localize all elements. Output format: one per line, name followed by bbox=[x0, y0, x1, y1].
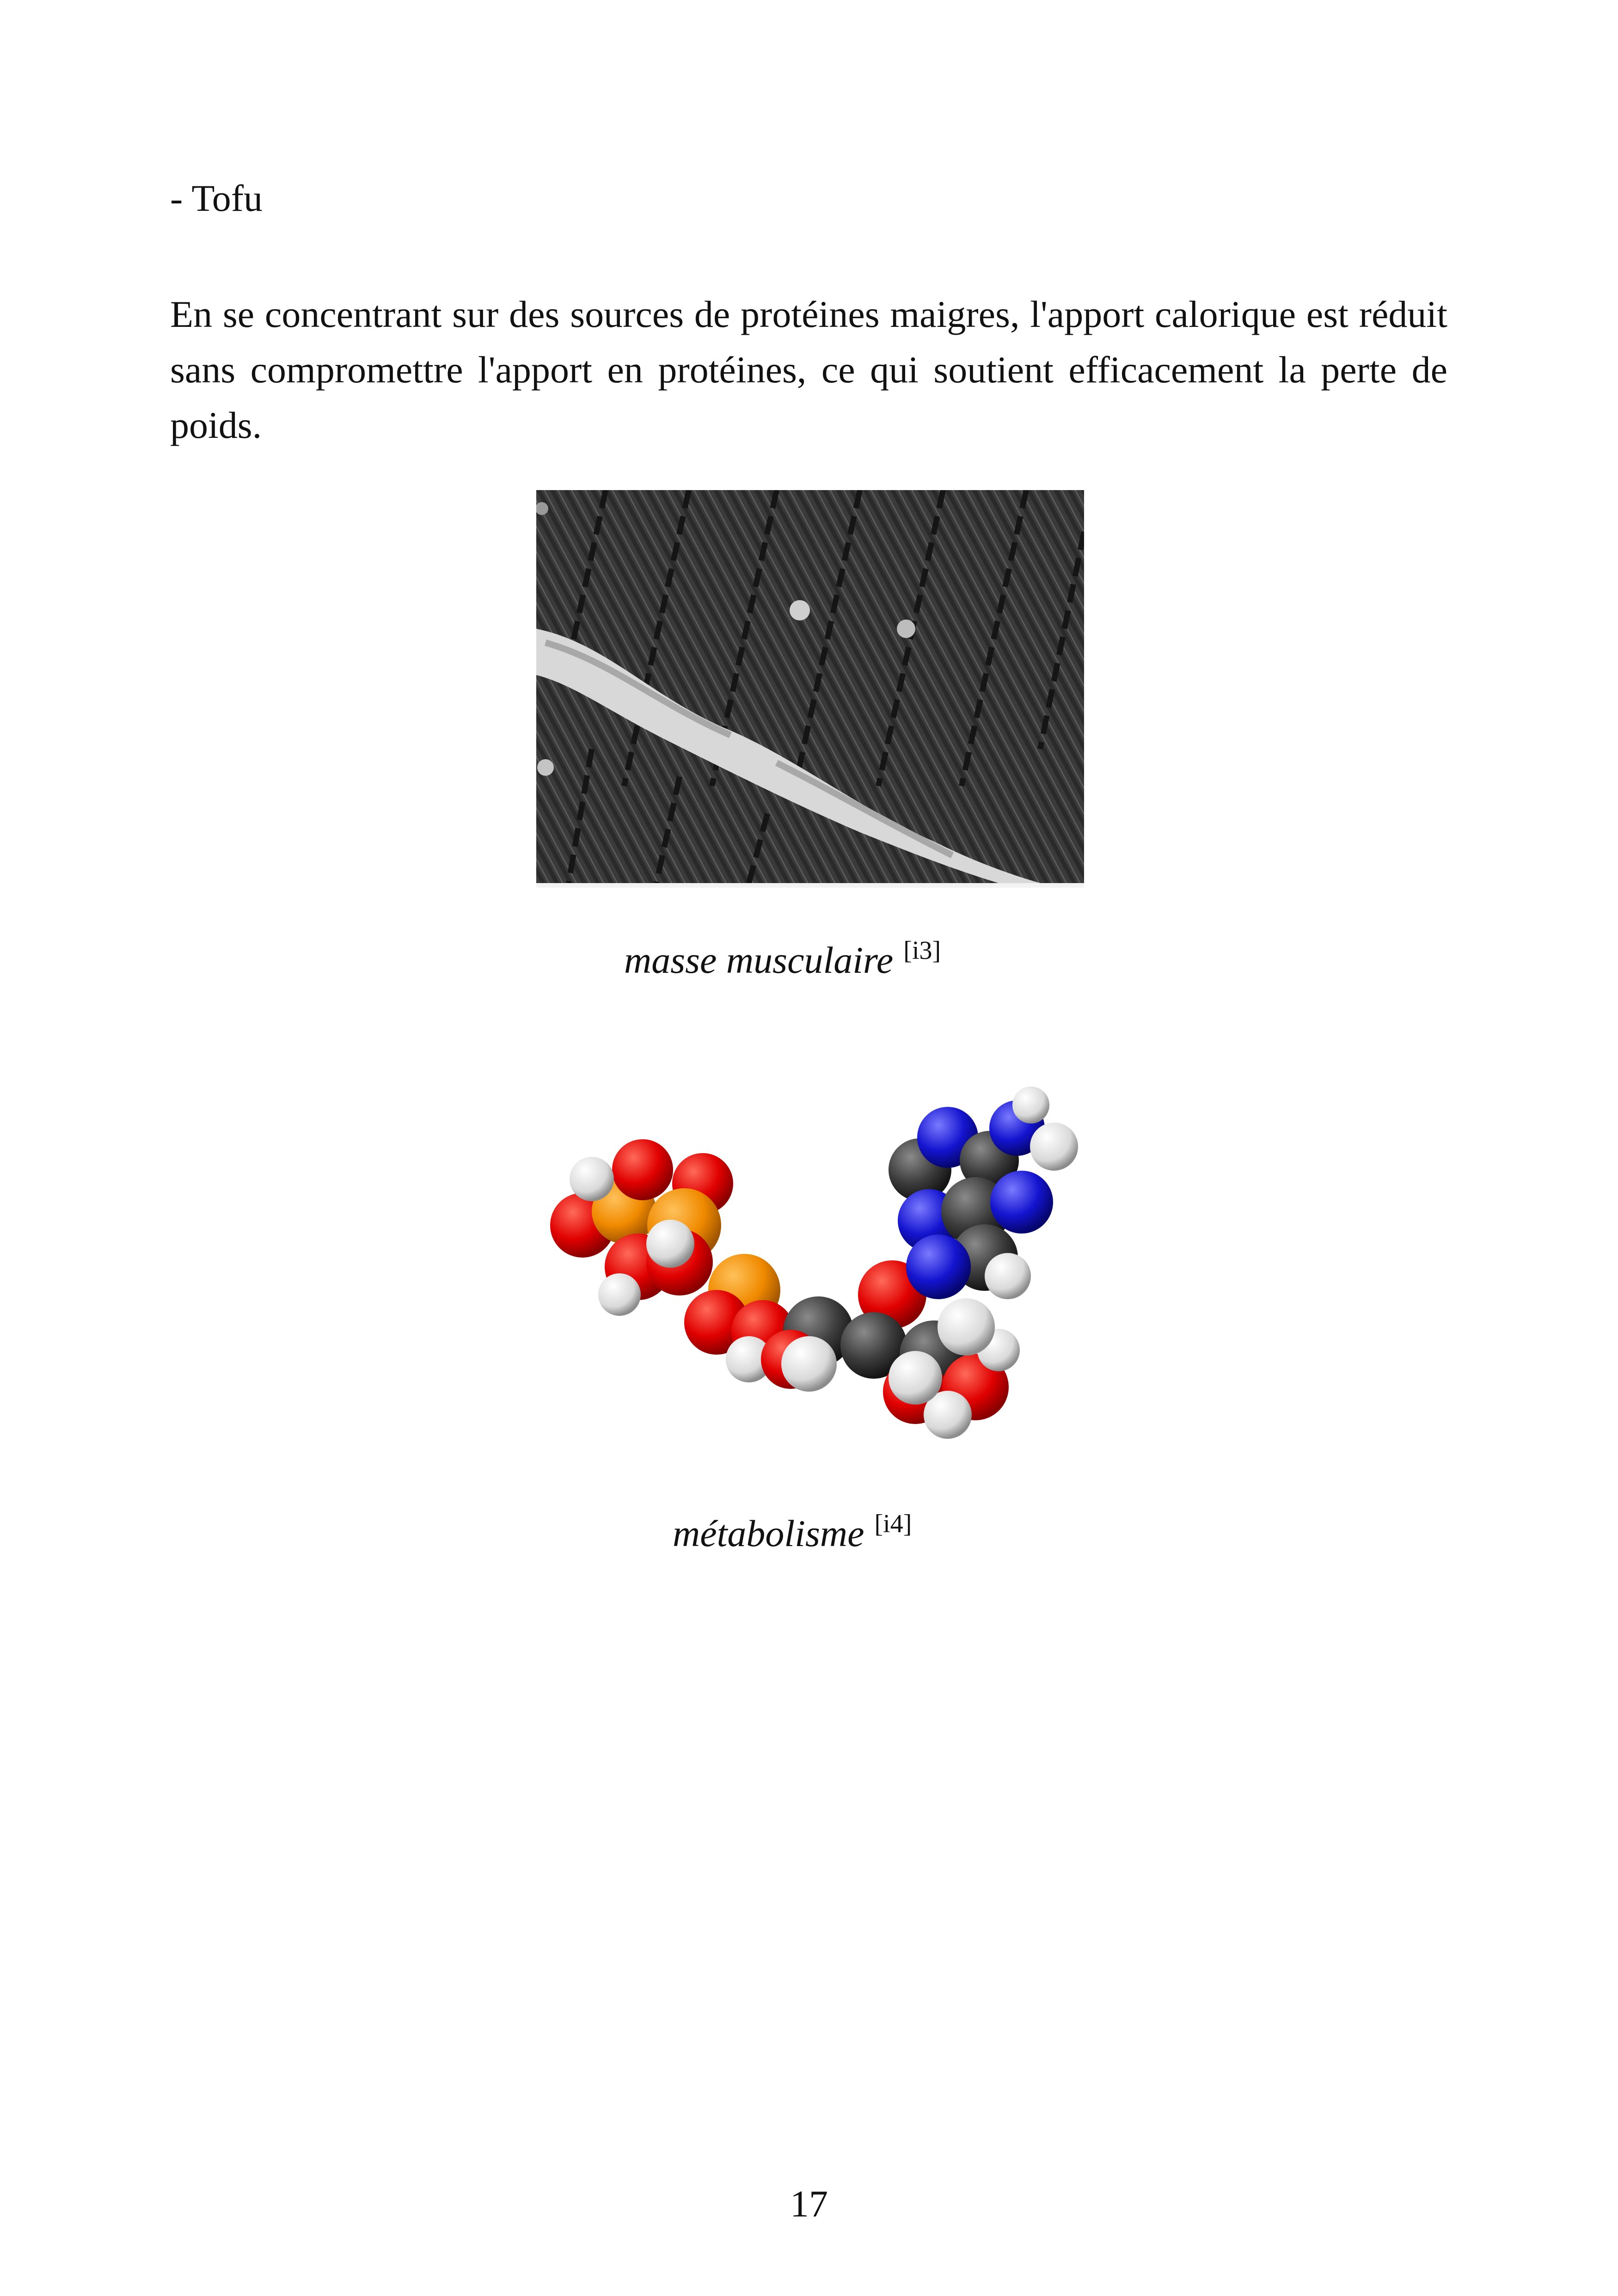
figure-caption-metabolism bbox=[673, 1512, 912, 1555]
page-number: 17 bbox=[790, 2183, 828, 2225]
image-reference: [i3] bbox=[903, 936, 941, 965]
image-reference: [i4] bbox=[874, 1510, 912, 1538]
body-paragraph: En se concentrant sur des sources de protéines maigres, l'apport calorique est réduit sans compromettre l'apport en protéines, ce qui soutient efficacement la perte de poids. bbox=[170, 293, 1447, 446]
atp-molecule-image bbox=[532, 1073, 1086, 1452]
figure-caption-muscle bbox=[624, 936, 941, 982]
caption-text: masse musculaire bbox=[624, 939, 894, 981]
caption-text: métabolisme bbox=[673, 1512, 864, 1554]
list-item-tofu: - Tofu bbox=[170, 177, 263, 219]
muscle-micrograph-image bbox=[536, 490, 1084, 888]
